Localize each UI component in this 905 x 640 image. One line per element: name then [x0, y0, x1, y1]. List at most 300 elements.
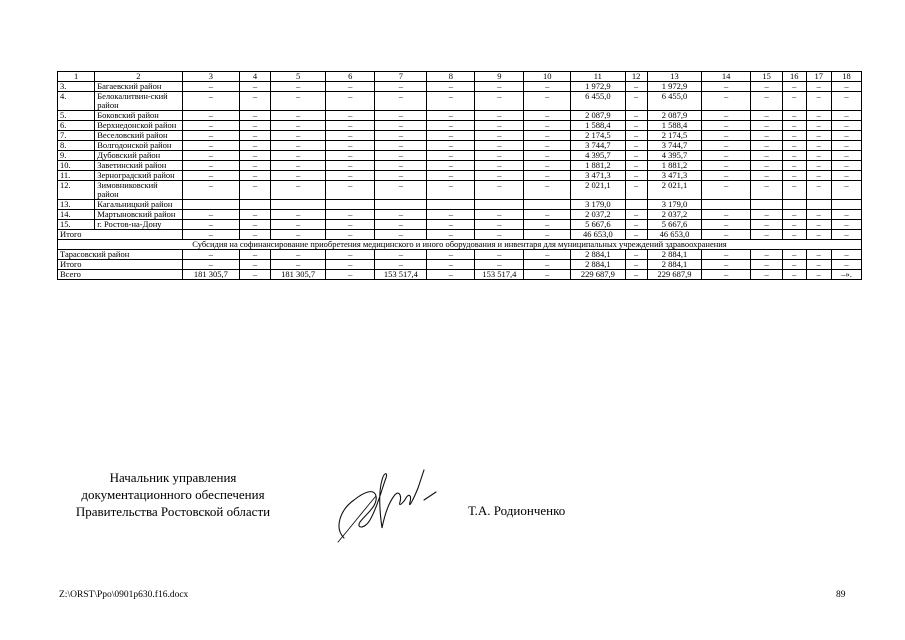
- table-cell: –: [524, 250, 571, 260]
- column-number: 15: [751, 72, 783, 82]
- table-cell: 2 174,5: [647, 131, 701, 141]
- table-cell: –: [524, 171, 571, 181]
- table-cell: –: [182, 121, 240, 131]
- table-cell: –: [524, 151, 571, 161]
- table-cell: –: [783, 82, 806, 92]
- table-cell: –: [625, 210, 647, 220]
- table-cell: –: [427, 161, 475, 171]
- table-cell: [427, 200, 475, 210]
- table-cell: –: [832, 210, 862, 220]
- table-cell: –: [702, 82, 751, 92]
- table-cell: –: [524, 141, 571, 151]
- table-cell: –: [375, 151, 427, 161]
- table-cell: –: [702, 151, 751, 161]
- table-cell: –: [475, 141, 524, 151]
- table-cell: –: [832, 82, 862, 92]
- table-cell: 1 972,9: [647, 82, 701, 92]
- table-cell: –: [240, 131, 271, 141]
- table-cell: –: [270, 230, 325, 240]
- table-row: [58, 82, 862, 92]
- table-cell: –: [270, 181, 325, 200]
- table-cell: 6 455,0: [571, 92, 625, 111]
- table-cell: –: [427, 250, 475, 260]
- table-cell: –: [751, 121, 783, 131]
- table-cell: –: [524, 230, 571, 240]
- table-cell: –: [783, 161, 806, 171]
- subtotal-row: [58, 230, 862, 240]
- table-cell: –: [625, 171, 647, 181]
- district-name: Багаевский район: [95, 82, 182, 92]
- district-name: Верхнедонской район: [95, 121, 182, 131]
- position-line-3: Правительства Ростовской области: [75, 504, 271, 519]
- table-cell: –: [806, 151, 832, 161]
- table-cell: –: [182, 230, 240, 240]
- row-number: 10.: [58, 161, 95, 171]
- table-cell: –: [806, 82, 832, 92]
- table-cell: [270, 200, 325, 210]
- table-row: [58, 92, 862, 111]
- page-number: 89: [836, 590, 846, 600]
- table-cell: –: [475, 121, 524, 131]
- table-cell: –: [783, 171, 806, 181]
- table-cell: –: [182, 210, 240, 220]
- table-cell: –: [806, 131, 832, 141]
- table-cell: –: [625, 270, 647, 280]
- table-cell: –: [806, 171, 832, 181]
- table-cell: 1 972,9: [571, 82, 625, 92]
- table-cell: –: [326, 260, 375, 270]
- table-cell: –: [832, 111, 862, 121]
- row-number: 15.: [58, 220, 95, 230]
- district-name: Белокалитвин-ский район: [95, 92, 182, 111]
- table-cell: –: [524, 82, 571, 92]
- table-cell: –: [240, 111, 271, 121]
- table-cell: –: [751, 171, 783, 181]
- table-row: [58, 141, 862, 151]
- table-cell: –: [702, 161, 751, 171]
- table-cell: –: [524, 270, 571, 280]
- table-cell: –: [625, 151, 647, 161]
- table-cell: –: [524, 111, 571, 121]
- table-cell: –: [702, 260, 751, 270]
- table-cell: –: [475, 220, 524, 230]
- table-cell: –: [702, 270, 751, 280]
- table-cell: –: [702, 181, 751, 200]
- table-cell: [625, 200, 647, 210]
- table-cell: –: [240, 171, 271, 181]
- table-cell: –: [326, 141, 375, 151]
- table-cell: 229 687,9: [647, 270, 701, 280]
- table-cell: –: [751, 270, 783, 280]
- table-cell: –: [326, 220, 375, 230]
- table-row: [58, 161, 862, 171]
- table-cell: –: [806, 92, 832, 111]
- table-cell: –: [326, 161, 375, 171]
- table-cell: –: [427, 92, 475, 111]
- table-cell: –: [427, 181, 475, 200]
- table-cell: –: [270, 111, 325, 121]
- table-cell: 2 037,2: [647, 210, 701, 220]
- table-cell: –: [375, 82, 427, 92]
- table-cell: 2 021,1: [571, 181, 625, 200]
- table-cell: –: [326, 121, 375, 131]
- table-cell: –: [270, 220, 325, 230]
- table-cell: –: [751, 210, 783, 220]
- table-cell: –: [751, 82, 783, 92]
- table-cell: –: [182, 220, 240, 230]
- table-cell: –: [832, 151, 862, 161]
- table-cell: [751, 200, 783, 210]
- column-number: 13: [647, 72, 701, 82]
- table-cell: –: [702, 210, 751, 220]
- row-number: 3.: [58, 82, 95, 92]
- table-cell: –: [702, 111, 751, 121]
- table-cell: –: [832, 220, 862, 230]
- column-number: 12: [625, 72, 647, 82]
- table-body: [58, 72, 862, 280]
- table-cell: –: [806, 141, 832, 151]
- table-cell: 229 687,9: [571, 270, 625, 280]
- table-cell: –: [375, 260, 427, 270]
- table-cell: –: [806, 181, 832, 200]
- table-cell: –: [270, 121, 325, 131]
- table-cell: –: [475, 111, 524, 121]
- table-cell: –: [475, 161, 524, 171]
- table-cell: –: [326, 181, 375, 200]
- table-cell: –: [832, 141, 862, 151]
- table-cell: –: [751, 92, 783, 111]
- table-cell: –: [375, 181, 427, 200]
- signatory-name: Т.А. Родионченко: [468, 503, 566, 518]
- table-cell: –: [326, 210, 375, 220]
- table-cell: –: [182, 250, 240, 260]
- table-cell: –: [182, 92, 240, 111]
- table-cell: –: [326, 111, 375, 121]
- table-cell: 4 395,7: [647, 151, 701, 161]
- table-cell: –: [182, 161, 240, 171]
- table-cell: –: [240, 270, 271, 280]
- table-cell: 1 588,4: [571, 121, 625, 131]
- table-cell: 3 179,0: [647, 200, 701, 210]
- table-cell: 2 884,1: [647, 250, 701, 260]
- row-number: 13.: [58, 200, 95, 210]
- table-cell: –: [475, 250, 524, 260]
- table-row: [58, 181, 862, 200]
- table-cell: –: [475, 210, 524, 220]
- table-cell: –: [270, 210, 325, 220]
- table-cell: –: [375, 210, 427, 220]
- table-cell: 1 881,2: [571, 161, 625, 171]
- table-cell: –: [240, 161, 271, 171]
- table-cell: –: [270, 141, 325, 151]
- table-cell: –: [783, 181, 806, 200]
- table-cell: –: [427, 171, 475, 181]
- district-name: Боковский район: [95, 111, 182, 121]
- table-cell: –: [270, 171, 325, 181]
- table-cell: –: [625, 82, 647, 92]
- table-cell: –: [326, 270, 375, 280]
- table-cell: –: [375, 250, 427, 260]
- table-cell: –: [783, 210, 806, 220]
- table-cell: –: [702, 171, 751, 181]
- district-name: г. Ростов-на-Дону: [95, 220, 182, 230]
- table-cell: –: [806, 220, 832, 230]
- table-cell: 153 517,4: [475, 270, 524, 280]
- table-cell: –: [427, 111, 475, 121]
- row-number: 4.: [58, 92, 95, 111]
- table-cell: –: [475, 131, 524, 141]
- table-cell: –: [375, 131, 427, 141]
- table-cell: –: [751, 151, 783, 161]
- table-cell: –: [783, 92, 806, 111]
- table-cell: –: [375, 161, 427, 171]
- table-cell: 181 305,7: [270, 270, 325, 280]
- table-row: [58, 131, 862, 141]
- district-name: Дубовский район: [95, 151, 182, 161]
- table-cell: 3 471,3: [647, 171, 701, 181]
- table-row: [58, 121, 862, 131]
- section-title-row: [58, 240, 862, 250]
- table-cell: –: [475, 82, 524, 92]
- table-row: [58, 200, 862, 210]
- table-cell: –: [625, 181, 647, 200]
- table-cell: –: [832, 181, 862, 200]
- table-cell: –: [326, 131, 375, 141]
- table-cell: 2 884,1: [571, 250, 625, 260]
- handwritten-signature: [330, 458, 440, 546]
- table-cell: –: [475, 151, 524, 161]
- row-number: 12.: [58, 181, 95, 200]
- column-number: 11: [571, 72, 625, 82]
- table-cell: –: [182, 151, 240, 161]
- table-cell: –: [783, 111, 806, 121]
- row-number: 14.: [58, 210, 95, 220]
- table-cell: –: [625, 161, 647, 171]
- file-path: Z:\ORST\Ppo\0901p630.f16.docx: [59, 590, 189, 600]
- table-cell: –: [625, 230, 647, 240]
- table-cell: –: [375, 230, 427, 240]
- table-cell: –: [751, 250, 783, 260]
- table-cell: –: [783, 260, 806, 270]
- table-cell: [326, 200, 375, 210]
- table-cell: 3 471,3: [571, 171, 625, 181]
- table-cell: –: [427, 151, 475, 161]
- table-cell: –: [832, 121, 862, 131]
- table-cell: –: [524, 210, 571, 220]
- table-cell: –: [524, 131, 571, 141]
- table-cell: –: [182, 141, 240, 151]
- table-cell: [702, 200, 751, 210]
- table-cell: –: [832, 260, 862, 270]
- table-cell: –: [625, 141, 647, 151]
- column-number: 6: [326, 72, 375, 82]
- table-cell: 1 881,2: [647, 161, 701, 171]
- table-cell: –: [625, 250, 647, 260]
- table-cell: –: [427, 230, 475, 240]
- row-label: Тарасовский район: [58, 250, 183, 260]
- table-cell: –: [524, 161, 571, 171]
- table-cell: –: [240, 210, 271, 220]
- subtotal-row: [58, 260, 862, 270]
- budget-table: [57, 71, 862, 280]
- table-cell: –: [832, 230, 862, 240]
- table-cell: –: [783, 121, 806, 131]
- table-cell: –: [751, 131, 783, 141]
- table-row: [58, 250, 862, 260]
- table-cell: –: [524, 220, 571, 230]
- district-name: Кагальницкий район: [95, 200, 182, 210]
- column-number: 1: [58, 72, 95, 82]
- table-cell: –: [783, 270, 806, 280]
- table-cell: 3 179,0: [571, 200, 625, 210]
- table-cell: 6 455,0: [647, 92, 701, 111]
- table-cell: –: [832, 161, 862, 171]
- table-cell: –: [240, 121, 271, 131]
- table-cell: –: [427, 260, 475, 270]
- table-cell: –: [240, 141, 271, 151]
- table-cell: 153 517,4: [375, 270, 427, 280]
- table-cell: –: [240, 151, 271, 161]
- table-cell: –: [702, 141, 751, 151]
- table-cell: –: [375, 121, 427, 131]
- row-label: Итого: [58, 230, 183, 240]
- table-cell: 181 305,7: [182, 270, 240, 280]
- table-cell: –: [751, 111, 783, 121]
- table-cell: –: [806, 230, 832, 240]
- table-cell: –».: [832, 270, 862, 280]
- column-number: 7: [375, 72, 427, 82]
- table-cell: –: [427, 210, 475, 220]
- table-cell: –: [427, 121, 475, 131]
- table-cell: –: [240, 92, 271, 111]
- table-cell: –: [182, 131, 240, 141]
- table-cell: 5 667,6: [571, 220, 625, 230]
- table-row: [58, 111, 862, 121]
- table-cell: 3 744,7: [571, 141, 625, 151]
- table-cell: –: [806, 121, 832, 131]
- table-cell: –: [524, 181, 571, 200]
- table-cell: –: [182, 260, 240, 270]
- table-cell: –: [182, 171, 240, 181]
- table-cell: 2 087,9: [647, 111, 701, 121]
- table-cell: –: [427, 270, 475, 280]
- table-cell: –: [475, 260, 524, 270]
- table-cell: [806, 200, 832, 210]
- district-name: Волгодонской район: [95, 141, 182, 151]
- table-cell: 46 653,0: [571, 230, 625, 240]
- table-cell: –: [326, 230, 375, 240]
- column-number: 9: [475, 72, 524, 82]
- table-cell: –: [702, 92, 751, 111]
- row-label: Итого: [58, 260, 183, 270]
- table-cell: –: [751, 181, 783, 200]
- column-number: 16: [783, 72, 806, 82]
- table-row: [58, 171, 862, 181]
- table-cell: –: [427, 220, 475, 230]
- district-name: Веселовский район: [95, 131, 182, 141]
- table-cell: –: [326, 92, 375, 111]
- table-row: [58, 151, 862, 161]
- table-cell: –: [625, 131, 647, 141]
- table-cell: –: [270, 161, 325, 171]
- table-cell: –: [427, 82, 475, 92]
- table-cell: –: [702, 230, 751, 240]
- position-line-2: документационного обеспечения: [81, 487, 265, 502]
- table-cell: –: [182, 181, 240, 200]
- district-name: Зимовниковский район: [95, 181, 182, 200]
- section-title: Субсидия на софинансирование приобретения медицинского и иного оборудования и инвентаря для муниципальных учреждений здравоохранения: [58, 240, 862, 250]
- table-cell: –: [783, 141, 806, 151]
- table-cell: –: [427, 131, 475, 141]
- table-cell: –: [751, 230, 783, 240]
- table-cell: –: [783, 230, 806, 240]
- grand-total-row: [58, 270, 862, 280]
- table-cell: 1 588,4: [647, 121, 701, 131]
- table-cell: [783, 200, 806, 210]
- table-cell: –: [240, 82, 271, 92]
- table-cell: –: [475, 181, 524, 200]
- table-cell: –: [751, 161, 783, 171]
- table-cell: [832, 200, 862, 210]
- table-cell: –: [806, 270, 832, 280]
- signatory-position: [55, 469, 291, 520]
- table-cell: 2 087,9: [571, 111, 625, 121]
- table-cell: –: [270, 92, 325, 111]
- table-cell: –: [182, 111, 240, 121]
- column-number: 17: [806, 72, 832, 82]
- table-cell: –: [832, 250, 862, 260]
- district-name: Заветинский район: [95, 161, 182, 171]
- table-cell: 2 884,1: [647, 260, 701, 270]
- table-cell: –: [240, 260, 271, 270]
- table-header-row: [58, 72, 862, 82]
- table-cell: –: [783, 220, 806, 230]
- row-number: 7.: [58, 131, 95, 141]
- table-cell: –: [783, 250, 806, 260]
- table-cell: –: [375, 92, 427, 111]
- table-cell: [375, 200, 427, 210]
- row-number: 8.: [58, 141, 95, 151]
- table-cell: –: [806, 111, 832, 121]
- table-cell: –: [375, 171, 427, 181]
- column-number: 14: [702, 72, 751, 82]
- table-cell: –: [270, 82, 325, 92]
- district-name: Мартыновский район: [95, 210, 182, 220]
- table-cell: 3 744,7: [647, 141, 701, 151]
- table-cell: –: [475, 230, 524, 240]
- table-cell: [475, 200, 524, 210]
- column-number: 8: [427, 72, 475, 82]
- table-cell: –: [524, 92, 571, 111]
- table-cell: –: [625, 220, 647, 230]
- table-cell: –: [375, 111, 427, 121]
- table-cell: –: [751, 220, 783, 230]
- row-number: 5.: [58, 111, 95, 121]
- column-number: 5: [270, 72, 325, 82]
- table-cell: –: [702, 131, 751, 141]
- table-cell: [182, 200, 240, 210]
- table-cell: 2 037,2: [571, 210, 625, 220]
- table-cell: 46 653,0: [647, 230, 701, 240]
- district-name: Зерноградский район: [95, 171, 182, 181]
- table-cell: –: [625, 92, 647, 111]
- table-cell: –: [475, 92, 524, 111]
- table-cell: –: [702, 250, 751, 260]
- position-line-1: Начальник управления: [109, 470, 237, 485]
- table-cell: –: [375, 141, 427, 151]
- table-cell: –: [832, 131, 862, 141]
- table-cell: –: [240, 181, 271, 200]
